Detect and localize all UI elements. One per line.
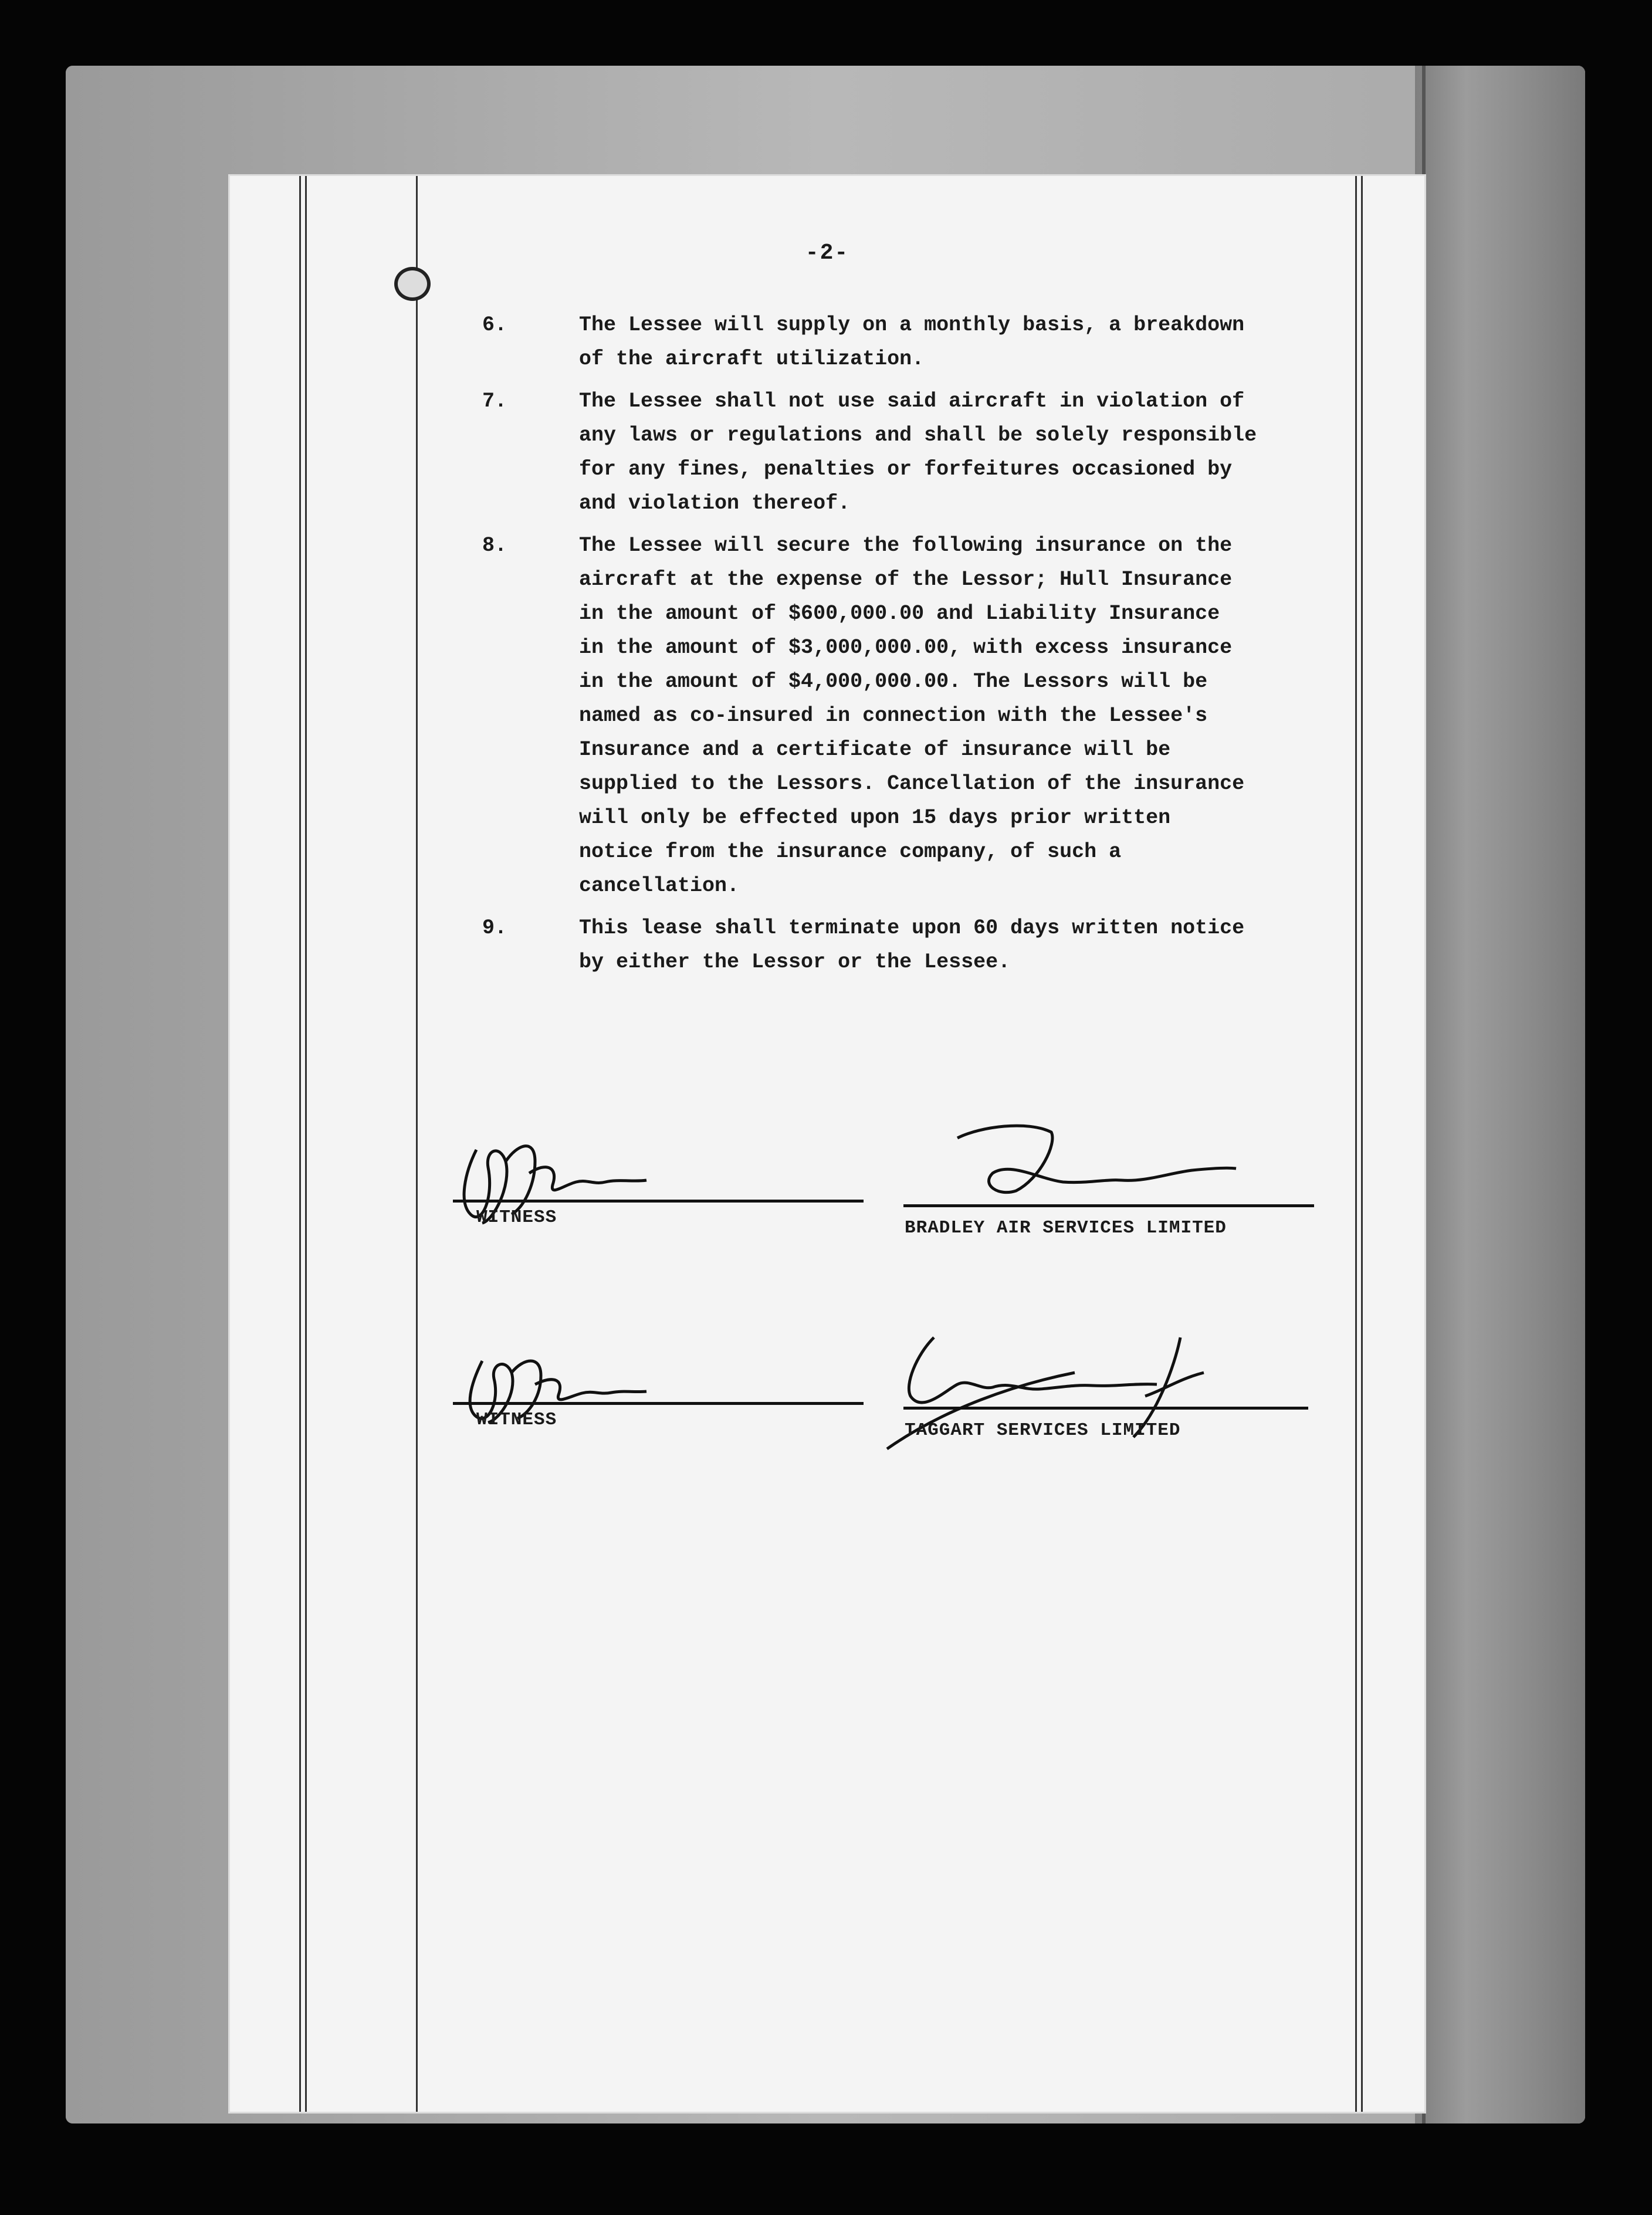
right-edge-strip	[1415, 66, 1585, 2123]
clause-9	[482, 911, 1280, 979]
clause-number: 9.	[482, 916, 507, 940]
clause-number: 8.	[482, 534, 507, 557]
right-margin-rule	[1355, 176, 1357, 2112]
party-2-signature	[828, 1320, 1286, 1472]
clause-8	[482, 529, 1280, 903]
clause-number: 7.	[482, 390, 507, 413]
party-1-signature	[910, 1115, 1239, 1208]
party-2-label: TAGGART SERVICES LIMITED	[905, 1420, 1181, 1441]
clause-7	[482, 384, 1280, 520]
clause-list	[482, 308, 1280, 987]
party-2-signature-line	[903, 1407, 1308, 1410]
clause-6	[482, 308, 1280, 376]
left-margin-rule	[299, 176, 301, 2112]
party-1-signature-line	[903, 1204, 1314, 1207]
document-page	[230, 176, 1424, 2112]
page-number: -2-	[805, 241, 849, 266]
witness-1-signature-line	[453, 1200, 864, 1203]
clause-number: 6.	[482, 313, 507, 337]
clause-text: The Lessee will supply on a monthly basis, a breakdown of the aircraft utilization.	[579, 313, 1245, 371]
clause-text: This lease shall terminate upon 60 days written notice by either the Lessor or the Lessee.	[579, 916, 1245, 974]
punch-hole	[394, 267, 431, 301]
witness-1-label: WITNESS	[476, 1207, 557, 1228]
right-margin-rule-inner	[1361, 176, 1363, 2112]
witness-2-label: WITNESS	[476, 1410, 557, 1430]
party-1-label: BRADLEY AIR SERVICES LIMITED	[905, 1218, 1227, 1238]
witness-2-signature-line	[453, 1402, 864, 1405]
clause-text: The Lessee shall not use said aircraft in violation of any laws or regulations and shall be solely responsible for any fines, penalties or forfeitures occasioned by and violation thereof.	[579, 390, 1257, 515]
left-margin-rule-inner	[305, 176, 307, 2112]
clause-text: The Lessee will secure the following insurance on the aircraft at the expense of the Lessor; Hull Insurance in the amount of $600,000.00 and Liability Insurance in the amount of $3,000,000.00, with excess insurance in the amount of $4,000,000.00. The Lessors will be named as co-insured in connection with the Lessee's Insurance and a certificate of insurance will be supplied to the Lessors. Cancellation of the insurance will only be effected upon 15 days prior written notice from the insurance company, of such a cancellation.	[579, 534, 1245, 897]
left-margin-rule-2	[416, 176, 418, 2112]
